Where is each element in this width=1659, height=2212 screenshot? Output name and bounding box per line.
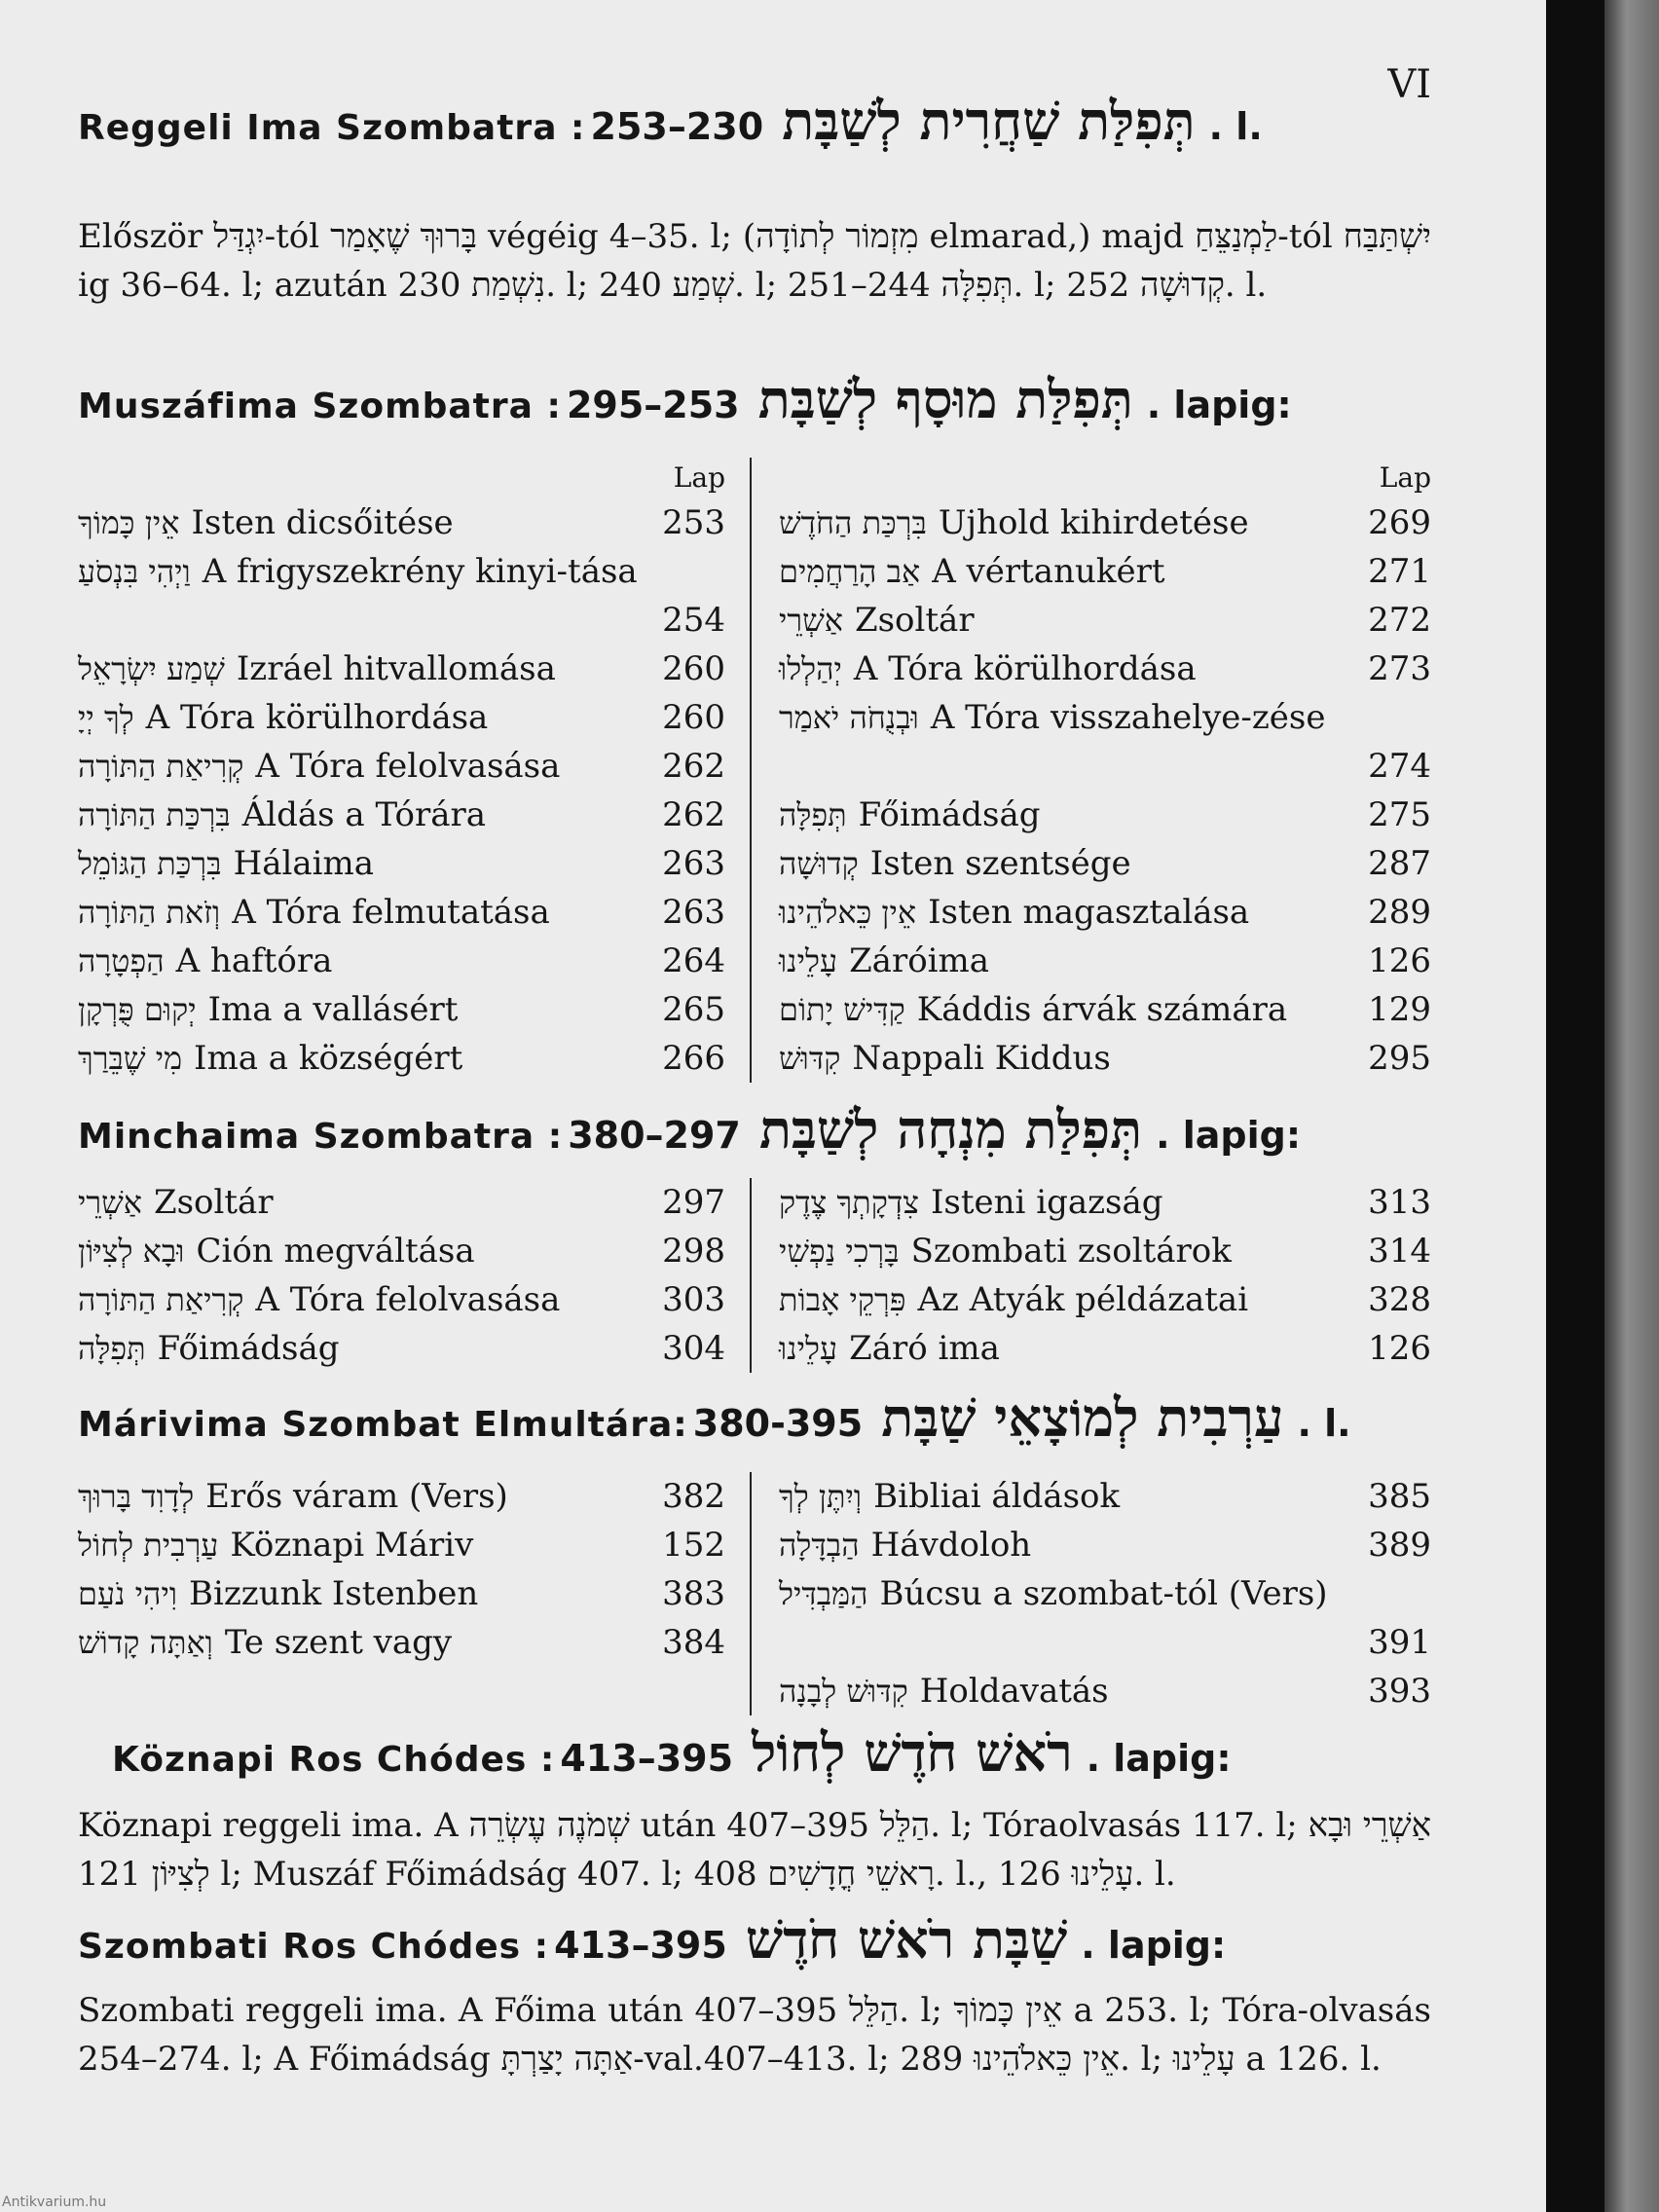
hebrew-title: הַמַּבְדִּיל: [779, 1575, 868, 1612]
page-ref: 328: [1368, 1280, 1431, 1319]
page-ref: 126: [1368, 1329, 1431, 1368]
item-description: A Tóra felmutatása: [232, 893, 550, 932]
list-item: [779, 1569, 1431, 1667]
page-ref: 391: [1368, 1623, 1431, 1662]
list-item: [779, 791, 1431, 839]
item-description: Erős váram (Vers): [205, 1477, 508, 1516]
item-description: A Tóra felolvasása: [255, 1280, 561, 1319]
heading-hebrew: תְּפִלַּת שַׁחֲרִית לְשַׁבָּת: [782, 90, 1196, 152]
book-cover-edge: [1604, 0, 1659, 2212]
item-description: Záró ima: [849, 1329, 1000, 1368]
item-description: Zsoltár: [153, 1183, 274, 1222]
mincha-right-column: [779, 1178, 1431, 1373]
item-description: Hávdoloh: [870, 1526, 1032, 1565]
column-divider: [750, 1472, 752, 1715]
item-description: A Tóra körülhordása: [853, 649, 1197, 688]
page-ref: 303: [662, 1280, 725, 1319]
hebrew-title: וְזֹאת הַתּוֹרָה: [78, 894, 221, 931]
page-ref: 253: [662, 503, 725, 542]
page-ref: 304: [662, 1329, 725, 1368]
page-ref: 129: [1368, 990, 1431, 1029]
muszaf-left-column: [78, 458, 725, 1083]
heading-label: Köznapi Ros Chódes :: [112, 1740, 556, 1780]
heading-range: 253–295. lapig:: [566, 384, 1292, 426]
list-item: [78, 645, 725, 693]
hebrew-title: קִדּוּשׁ: [779, 1040, 841, 1077]
item-description: Főimádság: [157, 1329, 340, 1368]
section-text-koznapi-ros: Köznapi reggeli ima. A שְׁמֹנֶה עֶשְׂרֵה után הַלֵּל 395–407. l; Tóraolvasás 117. l; אַשְׁרֵי וּבָא לְצִיּוֹן 121 l; Muszáf Főimádság 407. l; רָאשֵׁי חֳדָשִׁים 408. l., עָלֵינוּ 126. l.: [78, 1806, 1432, 1894]
lap-header: Lap: [1379, 461, 1431, 494]
hebrew-title: תְּפִלָּה: [779, 796, 847, 833]
section-heading-szombati-ros: [78, 1908, 1431, 1971]
mariv-left-column: [78, 1472, 725, 1667]
hebrew-title: תְּפִלָּה: [78, 1330, 146, 1367]
hebrew-title: קְרִיאַת הַתּוֹרָה: [78, 748, 244, 785]
section-text-reggeli: Először יִגְדַּל-tól בָּרוּךְ שֶׁאָמַר végéig 4–35. l; (מִזְמוֹר לְתוֹדָה elmarad,) majd לַמְנַצֵּחַ-tól יִשְׁתַּבַּח ig 36–64. l; azután נִשְׁמַת 230. l; שְׁמַע 240. l; תְּפִלָּה 244–251. l; קְדוּשָׁה 252. l.: [78, 217, 1431, 305]
heading-hebrew: תְּפִלַּת מִנְחָה לְשַׁבָּת: [758, 1098, 1143, 1161]
list-item: [78, 742, 725, 791]
list-item: [779, 937, 1431, 985]
column-divider: [750, 1178, 752, 1373]
item-description: Búcsu a szombat-tól (Vers): [879, 1574, 1328, 1613]
mariv-right-column: [779, 1472, 1431, 1715]
list-item: [78, 498, 725, 547]
column-divider: [750, 458, 752, 1083]
list-item: [78, 1178, 725, 1227]
page-ref: 393: [1368, 1672, 1431, 1711]
list-item: [78, 791, 725, 839]
book-cover-dark: [1546, 0, 1604, 2212]
hebrew-title: פִּרְקֵי אָבוֹת: [779, 1281, 906, 1318]
page-ref: 273: [1368, 649, 1431, 688]
hebrew-title: בִּרְכַּת הַגּוֹמֵל: [78, 845, 222, 882]
page-ref: 274: [1368, 747, 1431, 786]
muszaf-right-column: [779, 458, 1431, 1083]
hebrew-title: אַשְׁרֵי: [779, 602, 843, 639]
heading-label: Márivima Szombat Elmultára:: [78, 1405, 688, 1445]
list-item: [779, 1227, 1431, 1275]
page-ref: 295: [1368, 1039, 1431, 1078]
page-ref: 264: [662, 941, 725, 980]
page-ref: 313: [1368, 1183, 1431, 1222]
heading-range: 297–380. lapig:: [568, 1114, 1302, 1157]
hebrew-title: קַדִּישׁ יָתוֹם: [779, 991, 905, 1028]
page-number: VI: [1387, 62, 1431, 107]
list-item: [779, 888, 1431, 937]
item-description: Te szent vagy: [224, 1623, 453, 1662]
list-item: [779, 498, 1431, 547]
section-heading-muszaf: [78, 368, 1431, 430]
page-ref: 384: [662, 1623, 725, 1662]
page-ref: 297: [662, 1183, 725, 1222]
list-item: [779, 1324, 1431, 1373]
hebrew-title: בִּרְכַּת הַחֹדֶשׁ: [779, 504, 927, 541]
mincha-left-column: [78, 1178, 725, 1373]
list-item: [78, 839, 725, 888]
section-heading-mariv: [78, 1386, 1431, 1449]
hebrew-title: עָלֵינוּ: [779, 942, 838, 979]
item-description: Isteni igazság: [930, 1183, 1163, 1222]
list-item: [779, 1667, 1431, 1715]
hebrew-title: צִדְקָתְךָ צֶדֶק: [779, 1184, 919, 1221]
page-ref: 126: [1368, 941, 1431, 980]
page-ref: 287: [1368, 844, 1431, 883]
hebrew-title: יְהַלְלוּ: [779, 650, 842, 687]
item-description: Ujhold kihirdetése: [938, 503, 1249, 542]
item-description: Áldás a Tórára: [241, 795, 487, 834]
item-description: Ción megváltása: [196, 1232, 475, 1271]
section-heading-reggeli: [78, 90, 1431, 152]
list-item: [78, 1227, 725, 1275]
hebrew-title: וְיִתֶּן לְךָ: [779, 1478, 863, 1515]
heading-range: 395–413. lapig:: [560, 1737, 1232, 1780]
hebrew-title: וְאַתָּה קָדוֹשׁ: [78, 1624, 213, 1661]
list-item: [78, 937, 725, 985]
hebrew-title: קְדוּשָׁה: [779, 845, 859, 882]
list-item: [779, 547, 1431, 596]
item-description: Ima a községért: [194, 1039, 463, 1078]
list-item: [779, 1472, 1431, 1521]
hebrew-title: אֵין כָּמוֹךָ: [78, 504, 180, 541]
hebrew-title: קִדּוּשׁ לְבָנָה: [779, 1673, 908, 1710]
heading-label: Szombati Ros Chódes :: [78, 1927, 550, 1967]
watermark: Antikvarium.hu: [2, 2194, 107, 2210]
item-description: Zsoltár: [854, 601, 975, 640]
heading-range: 380-395. l.: [692, 1402, 1351, 1445]
page-ref: 254: [662, 601, 725, 640]
hebrew-title: יְקוּם פֻּרְקָן: [78, 991, 197, 1028]
page-ref: 298: [662, 1232, 725, 1271]
heading-hebrew: רֹאשׁ חֹדֶשׁ לְחוֹל: [752, 1721, 1073, 1784]
item-description: Izráel hitvallomása: [236, 649, 556, 688]
page-ref: 382: [662, 1477, 725, 1516]
item-description: Az Atyák példázatai: [917, 1280, 1249, 1319]
list-item: [779, 1178, 1431, 1227]
hebrew-title: אַשְׁרֵי: [78, 1184, 142, 1221]
item-description: Isten magasztalása: [928, 893, 1250, 932]
list-item: [779, 985, 1431, 1034]
heading-hebrew: שַׁבָּת רֹאשׁ חֹדֶשׁ: [745, 1908, 1068, 1971]
page-ref: 275: [1368, 795, 1431, 834]
page-ref: 314: [1368, 1232, 1431, 1271]
page-ref: 262: [662, 795, 725, 834]
item-description: Szombati zsoltárok: [910, 1232, 1232, 1271]
page-ref: 266: [662, 1039, 725, 1078]
hebrew-title: בָּרְכִי נַפְשִׁי: [779, 1233, 900, 1270]
section-text-szombati-ros: Szombati reggeli ima. A Főima után הַלֵּל 395–407. l; אֵין כָּמוֹךָ a 253. l; Tóra-olvasás 254–274. l; A Főimádság אַתָּה יָצַרְתָּ-val.407–413. l; אֵין כֵּאלֹהֵינוּ 289. l; עָלֵינוּ a 126. l.: [78, 1991, 1431, 2079]
page-ref: 263: [662, 844, 725, 883]
page-ref: 260: [662, 649, 725, 688]
page-ref: 152: [662, 1526, 725, 1565]
section-heading-mincha: [78, 1098, 1431, 1161]
item-description: A Tóra körülhordása: [145, 698, 489, 737]
item-description: Holdavatás: [919, 1672, 1109, 1711]
page-ref: 385: [1368, 1477, 1431, 1516]
item-description: Záróima: [849, 941, 990, 980]
list-item: [779, 693, 1431, 791]
item-description: Hálaima: [233, 844, 375, 883]
hebrew-title: עָלֵינוּ: [779, 1330, 838, 1367]
hebrew-title: מִי שֶׁבֵּרַךְ: [78, 1040, 183, 1077]
page-ref: 389: [1368, 1526, 1431, 1565]
list-item: [78, 1324, 725, 1373]
list-item: [78, 1618, 725, 1667]
list-item: [779, 596, 1431, 645]
hebrew-title: בִּרְכַּת הַתּוֹרָה: [78, 796, 231, 833]
list-item: [779, 1275, 1431, 1324]
heading-label: Reggeli Ima Szombatra :: [78, 108, 586, 148]
item-description: Isten dicsőitése: [191, 503, 454, 542]
hebrew-title: הַבְדָּלָה: [779, 1527, 860, 1564]
list-item: [779, 1521, 1431, 1569]
list-item: [78, 547, 725, 645]
hebrew-title: הַפְטָרָה: [78, 942, 165, 979]
item-description: A vértanukért: [932, 552, 1165, 591]
item-description: Köznapi Máriv: [230, 1526, 474, 1565]
page-ref: 383: [662, 1574, 725, 1613]
list-item: [779, 1034, 1431, 1083]
list-item: [78, 1034, 725, 1083]
heading-hebrew: תְּפִלַּת מוּסָף לְשַׁבָּת: [757, 368, 1133, 430]
hebrew-title: לְךָ יְיָ: [78, 699, 134, 736]
item-description: Ima a vallásért: [207, 990, 459, 1029]
item-description: Isten szentsége: [869, 844, 1131, 883]
page-ref: 272: [1368, 601, 1431, 640]
heading-range: 230–253. l.: [590, 105, 1263, 148]
page-ref: 265: [662, 990, 725, 1029]
lap-header: Lap: [673, 461, 725, 494]
list-item: [78, 985, 725, 1034]
list-item: [78, 1521, 725, 1569]
hebrew-title: לְדָוִד בָּרוּךְ: [78, 1478, 195, 1515]
section-heading-koznapi-ros: [112, 1721, 1465, 1784]
page-ref: 260: [662, 698, 725, 737]
heading-hebrew: עַרְבִית לְמוֹצָאֵי שַׁבָּת: [881, 1386, 1284, 1449]
list-item: [78, 1472, 725, 1521]
heading-label: Muszáfima Szombatra :: [78, 387, 562, 426]
item-description: Káddis árvák számára: [916, 990, 1288, 1029]
hebrew-title: וַיְהִי בִּנְסֹעַ: [78, 553, 191, 590]
hebrew-title: וּבְנֻחֹה יֹאמַר: [779, 699, 919, 736]
hebrew-title: קְרִיאַת הַתּוֹרָה: [78, 1281, 244, 1318]
hebrew-title: וּבָא לְצִיּוֹן: [78, 1233, 185, 1270]
item-description: A frigyszekrény kinyi-tása: [202, 552, 638, 591]
item-description: Főimádság: [858, 795, 1041, 834]
heading-range: 395–413. lapig:: [554, 1924, 1227, 1967]
hebrew-title: עַרְבִית לְחוֹל: [78, 1527, 219, 1564]
list-item: [78, 888, 725, 937]
list-item: [78, 1275, 725, 1324]
list-item: [779, 645, 1431, 693]
item-description: A Tóra felolvasása: [255, 747, 561, 786]
page-ref: 289: [1368, 893, 1431, 932]
item-description: Nappali Kiddus: [852, 1039, 1111, 1078]
page-ref: 263: [662, 893, 725, 932]
hebrew-title: אַב הָרַחֲמִים: [779, 553, 921, 590]
list-item: [78, 693, 725, 742]
page-ref: 271: [1368, 552, 1431, 591]
list-item: [779, 839, 1431, 888]
page-ref: 262: [662, 747, 725, 786]
list-item: [78, 1569, 725, 1618]
item-description: A haftóra: [175, 941, 333, 980]
item-description: Bibliai áldások: [873, 1477, 1121, 1516]
page-ref: 269: [1368, 503, 1431, 542]
heading-label: Minchaima Szombatra :: [78, 1117, 564, 1157]
item-description: A Tóra visszahelye-zése: [930, 698, 1326, 737]
item-description: Bizzunk Istenben: [189, 1574, 479, 1613]
hebrew-title: אֵין כֵּאלֹהֵינוּ: [779, 894, 917, 931]
hebrew-title: וִיהִי נֹעַם: [78, 1575, 178, 1612]
hebrew-title: שְׁמַע יִשְׂרָאֵל: [78, 650, 225, 687]
